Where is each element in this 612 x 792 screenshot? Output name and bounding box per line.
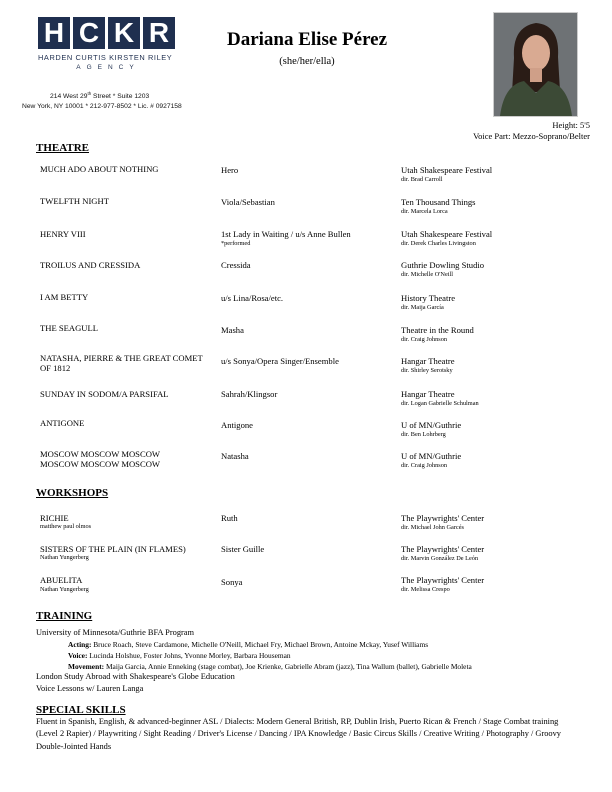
theatre-role: u/s Lina/Rosa/etc. — [221, 293, 284, 303]
workshop-venue: The Playwrights' Center — [401, 544, 485, 554]
address-street: 214 West 29 — [50, 93, 88, 101]
address-suite: Street * Suite 1203 — [91, 93, 150, 101]
theatre-venue: Hangar Theatre — [401, 356, 455, 366]
voice-part-text: Voice Part: Mezzo-Soprano/Belter — [473, 131, 590, 141]
training-program: University of Minnesota/Guthrie BFA Program — [36, 628, 195, 637]
theatre-venue: Hangar Theatre — [401, 389, 455, 399]
training-acting-label: Acting: — [68, 640, 92, 649]
theatre-director: dir. Craig Johnson — [401, 462, 448, 469]
workshop-writer: Nathan Yungerberg — [40, 586, 89, 593]
workshop-title: RICHIE — [40, 513, 69, 523]
logo-letter-k: K — [108, 17, 140, 49]
theatre-director: dir. Brad Carroll — [401, 176, 443, 183]
headshot-illustration — [494, 13, 577, 116]
training-movement — [68, 662, 472, 671]
logo-letter-r: R — [143, 17, 175, 49]
workshop-role: Ruth — [221, 513, 238, 523]
theatre-venue: Ten Thousand Things — [401, 197, 476, 207]
training-heading: TRAINING — [36, 610, 93, 622]
workshop-venue: The Playwrights' Center — [401, 575, 485, 585]
training-voice-lessons: Voice Lessons w/ Lauren Langa — [36, 684, 144, 693]
actor-name: Dariana Elise Pérez — [226, 29, 388, 50]
address-sup: th — [87, 91, 92, 96]
workshop-director: dir. Melissa Crespo — [401, 586, 450, 593]
agency-logo — [38, 17, 178, 71]
theatre-venue: Theatre in the Round — [401, 325, 474, 335]
agency-label: AGENCY — [76, 64, 140, 71]
theatre-heading: THEATRE — [36, 142, 89, 154]
theatre-title: I AM BETTY — [40, 292, 89, 302]
workshop-role: Sister Guille — [221, 544, 265, 554]
theatre-role: Viola/Sebastian — [221, 197, 275, 207]
theatre-title: SUNDAY IN SODOM/A PARSIFAL — [40, 389, 169, 399]
workshop-director: dir. Michael John Garcés — [401, 524, 464, 531]
agency-address-line-2: New York, NY 10001 * 212-977-8502 * Lic. # 0927158 — [22, 103, 182, 110]
workshop-writer: matthew paul olmos — [40, 523, 92, 530]
workshop-title: SISTERS OF THE PLAIN (IN FLAMES) — [40, 544, 186, 554]
theatre-venue: Utah Shakespeare Festival — [401, 229, 493, 239]
theatre-title: MOSCOW MOSCOW MOSCOW MOSCOW MOSCOW MOSCOW — [40, 449, 161, 469]
theatre-title: MUCH ADO ABOUT NOTHING — [40, 164, 159, 174]
theatre-title: TROILUS AND CRESSIDA — [40, 260, 141, 270]
training-london: London Study Abroad with Shakespeare's Globe Education — [36, 672, 235, 681]
theatre-role: u/s Sonya/Opera Singer/Ensemble — [221, 356, 339, 366]
training-voice-label: Voice: — [68, 651, 88, 660]
theatre-director: dir. Marcela Lorca — [401, 208, 448, 215]
logo-letter-h: H — [38, 17, 70, 49]
height-text: Height: 5'5 — [552, 120, 590, 130]
logo-letter-c: C — [73, 17, 105, 49]
theatre-role: Sahrah/Klingsor — [221, 389, 278, 399]
training-acting — [68, 640, 428, 649]
training-movement-names: Maija Garcia, Annie Enneking (stage combat), Joe Krienke, Gabrielle Abram (jazz), Tina Wallum (ballet), Gabrielle Moleta — [104, 662, 472, 671]
agency-logo-letters — [38, 17, 178, 49]
training-acting-names: Bruce Roach, Steve Cardamone, Michelle O'Neill, Michael Fry, Michael Brown, Antoine Mckay, Yusef Williams — [91, 640, 429, 649]
theatre-title: THE SEAGULL — [40, 323, 98, 333]
theatre-director: dir. Craig Johnson — [401, 336, 448, 343]
theatre-director: dir. Derek Charles Livingston — [401, 240, 476, 247]
training-movement-label: Movement: — [68, 662, 105, 671]
special-skills-text: Fluent in Spanish, English, & advanced-beginner ASL / Dialects: Modern General British, RP, Dublin Irish, Puerto Rican & French / Stage Combat training (Level 2 Rapier) / Playwriting / Sight Reading / Driver's License / Dancing / IPA Knowledge / Basic Circus Skills / Creative Writing / Photography / Groovy Double-Jointed Hands — [36, 717, 561, 751]
workshop-role: Sonya — [221, 577, 243, 587]
workshop-director: dir. Marvin González De León — [401, 555, 479, 562]
theatre-role-note: *performed — [221, 240, 251, 247]
theatre-director: dir. Shirley Serotsky — [401, 367, 453, 374]
theatre-director: dir. Ben Lohrberg — [401, 431, 446, 438]
theatre-role: Hero — [221, 165, 239, 175]
workshop-venue: The Playwrights' Center — [401, 513, 485, 523]
actor-pronouns: (she/her/ella) — [279, 56, 335, 67]
theatre-director: dir. Logan Gabrielle Schulman — [401, 400, 479, 407]
theatre-venue: U of MN/Guthrie — [401, 451, 462, 461]
theatre-director: dir. Michelle O'Neill — [401, 271, 454, 278]
theatre-role: Natasha — [221, 451, 249, 461]
agency-name: HARDEN CURTIS KIRSTEN RILEY — [38, 53, 173, 62]
special-skills-heading: SPECIAL SKILLS — [36, 704, 126, 716]
workshop-writer: Nathan Yungerberg — [40, 554, 89, 561]
theatre-venue: U of MN/Guthrie — [401, 420, 462, 430]
theatre-role: Masha — [221, 325, 244, 335]
theatre-role: Antigone — [221, 420, 253, 430]
theatre-title: HENRY VIII — [40, 229, 86, 239]
training-voice-names: Lucinda Holshue, Foster Johns, Yvonne Morley, Barbara Houseman — [87, 651, 291, 660]
theatre-venue: Utah Shakespeare Festival — [401, 165, 493, 175]
headshot-photo — [493, 12, 578, 117]
theatre-director: dir. Maija García — [401, 304, 444, 311]
theatre-title: NATASHA, PIERRE & THE GREAT COMET OF 1812 — [40, 353, 203, 373]
theatre-venue: History Theatre — [401, 293, 456, 303]
theatre-title: TWELFTH NIGHT — [40, 196, 109, 206]
agency-address-line-1 — [50, 91, 149, 100]
theatre-venue: Guthrie Dowling Studio — [401, 260, 485, 270]
workshops-heading: WORKSHOPS — [36, 487, 109, 499]
training-voice — [68, 651, 291, 660]
theatre-role: 1st Lady in Waiting / u/s Anne Bullen — [221, 229, 351, 239]
theatre-role: Cressida — [221, 260, 251, 270]
workshop-title: ABUELITA — [40, 575, 83, 585]
theatre-title: ANTIGONE — [40, 418, 85, 428]
